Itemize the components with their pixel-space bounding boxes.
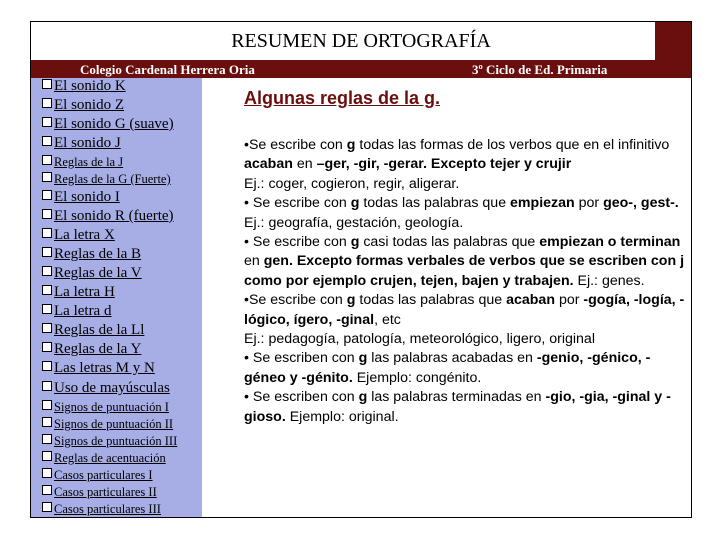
- rule-emphasis: acaban: [244, 156, 293, 173]
- rule-text: Ej.: coger, cogieron, regir, aligerar.: [244, 175, 460, 192]
- sidebar-item-link[interactable]: La letra H: [54, 284, 115, 300]
- rule-emphasis: acaban: [506, 292, 555, 309]
- sidebar-item-link[interactable]: La letra X: [54, 227, 115, 243]
- rule-text: •Se escribe con: [244, 137, 347, 153]
- rule-text: en: [292, 156, 317, 173]
- rule-text: todas las palabras que: [359, 195, 511, 212]
- rule-text: • Se escriben con: [244, 389, 359, 406]
- rule-emphasis: empiezan: [510, 195, 575, 212]
- sidebar-item-link[interactable]: Reglas de la B: [54, 246, 142, 262]
- sidebar-item-link[interactable]: Las letras M y N: [54, 360, 155, 376]
- sidebar-item-link[interactable]: El sonido J: [54, 135, 121, 151]
- rule-text: • Se escribe con: [244, 195, 351, 212]
- rule-text: Ejemplo: congénito.: [352, 369, 482, 386]
- rule-emphasis: g: [358, 350, 368, 367]
- cycle-label: 3º Ciclo de Ed. Primaria: [472, 62, 608, 77]
- sidebar-item-link[interactable]: Reglas de la V: [54, 265, 142, 281]
- sidebar-item-link[interactable]: El sonido Z: [54, 97, 124, 113]
- sidebar-item-link[interactable]: El sonido I: [54, 189, 120, 205]
- school-name: Colegio Cardenal Herrera Oria: [80, 62, 255, 77]
- rule-emphasis: g: [346, 137, 356, 153]
- sidebar-item-link[interactable]: El sonido R (fuerte): [54, 208, 174, 224]
- rule-text: • Se escriben con: [244, 350, 359, 367]
- rule-text: por: [555, 292, 584, 309]
- sidebar-item-link[interactable]: Reglas de la J: [54, 155, 124, 169]
- rule-emphasis: -gogía, -logía, -lógico, ígero, -ginal: [244, 292, 685, 328]
- page-title: RESUMEN DE ORTOGRAFÍA: [231, 30, 491, 52]
- rule-text: por: [574, 195, 604, 212]
- sidebar-item-link[interactable]: Casos particulares I: [54, 468, 153, 482]
- rule-text: las palabras terminadas en: [367, 389, 546, 406]
- sidebar-item-link[interactable]: Reglas de la Y: [54, 341, 142, 357]
- sidebar-item-link[interactable]: La letra d: [54, 303, 112, 319]
- rule-emphasis: geo-, gest-.: [603, 195, 679, 212]
- sidebar-item-link[interactable]: Reglas de la G (Fuerte): [54, 172, 171, 186]
- rule-text: todas las formas de los verbos que en el infinitivo: [355, 137, 670, 153]
- rule-text: Ej.: geografía, gestación, geología.: [244, 214, 464, 231]
- rule-text: Ej.: pedagogía, patología, meteorológico, ligero, original: [244, 331, 595, 348]
- rule-emphasis: g: [350, 195, 360, 212]
- sidebar-item-link[interactable]: Uso de mayúsculas: [54, 380, 170, 396]
- sidebar-item-link[interactable]: El sonido G (suave): [54, 116, 174, 132]
- rule-text: Ej.: genes.: [573, 272, 645, 289]
- rule-emphasis: gen. Excepto formas verbales de verbos que se escriben con j como por ejemplo crujen, tejen, bajen y trabajen.: [244, 253, 685, 289]
- rule-emphasis: g: [346, 292, 356, 309]
- rule-emphasis: –ger, -gir, -gerar. Excepto tejer y crujir: [316, 156, 572, 173]
- slide-frame: [30, 21, 692, 518]
- rule-text: Ejemplo: original.: [285, 408, 399, 425]
- sidebar-item-link[interactable]: Signos de puntuación II: [54, 417, 174, 431]
- sidebar-item-link[interactable]: Signos de puntuación I: [54, 400, 169, 414]
- rule-emphasis: empiezan o terminan: [539, 234, 681, 251]
- content-heading: Algunas reglas de la g.: [244, 88, 441, 108]
- sidebar-item-link[interactable]: Signos de puntuación III: [54, 434, 178, 448]
- rule-emphasis: -genio, -génico, -géneo y -génito.: [244, 350, 651, 386]
- rule-text: • Se escribe con: [244, 234, 351, 251]
- rule-text: en: [244, 253, 264, 270]
- rule-text: todas las palabras que: [355, 292, 507, 309]
- rule-text: •Se escribe con: [244, 292, 347, 309]
- sidebar-item-link[interactable]: Reglas de acentuación: [54, 451, 166, 465]
- rule-text: , etc: [374, 311, 401, 328]
- rule-emphasis: g: [358, 389, 368, 406]
- sidebar-item-link[interactable]: Reglas de la Ll: [54, 322, 145, 338]
- rule-text: las palabras acabadas en: [367, 350, 537, 367]
- rule-emphasis: -gio, -gia, -ginal y -gioso.: [244, 389, 671, 425]
- rule-emphasis: g: [350, 234, 360, 251]
- rule-text: casi todas las palabras que: [359, 234, 540, 251]
- sidebar-item-link[interactable]: Casos particulares III: [54, 502, 161, 516]
- sidebar-item-link[interactable]: Casos particulares II: [54, 485, 157, 499]
- sidebar-item-link[interactable]: El sonido K: [54, 78, 126, 94]
